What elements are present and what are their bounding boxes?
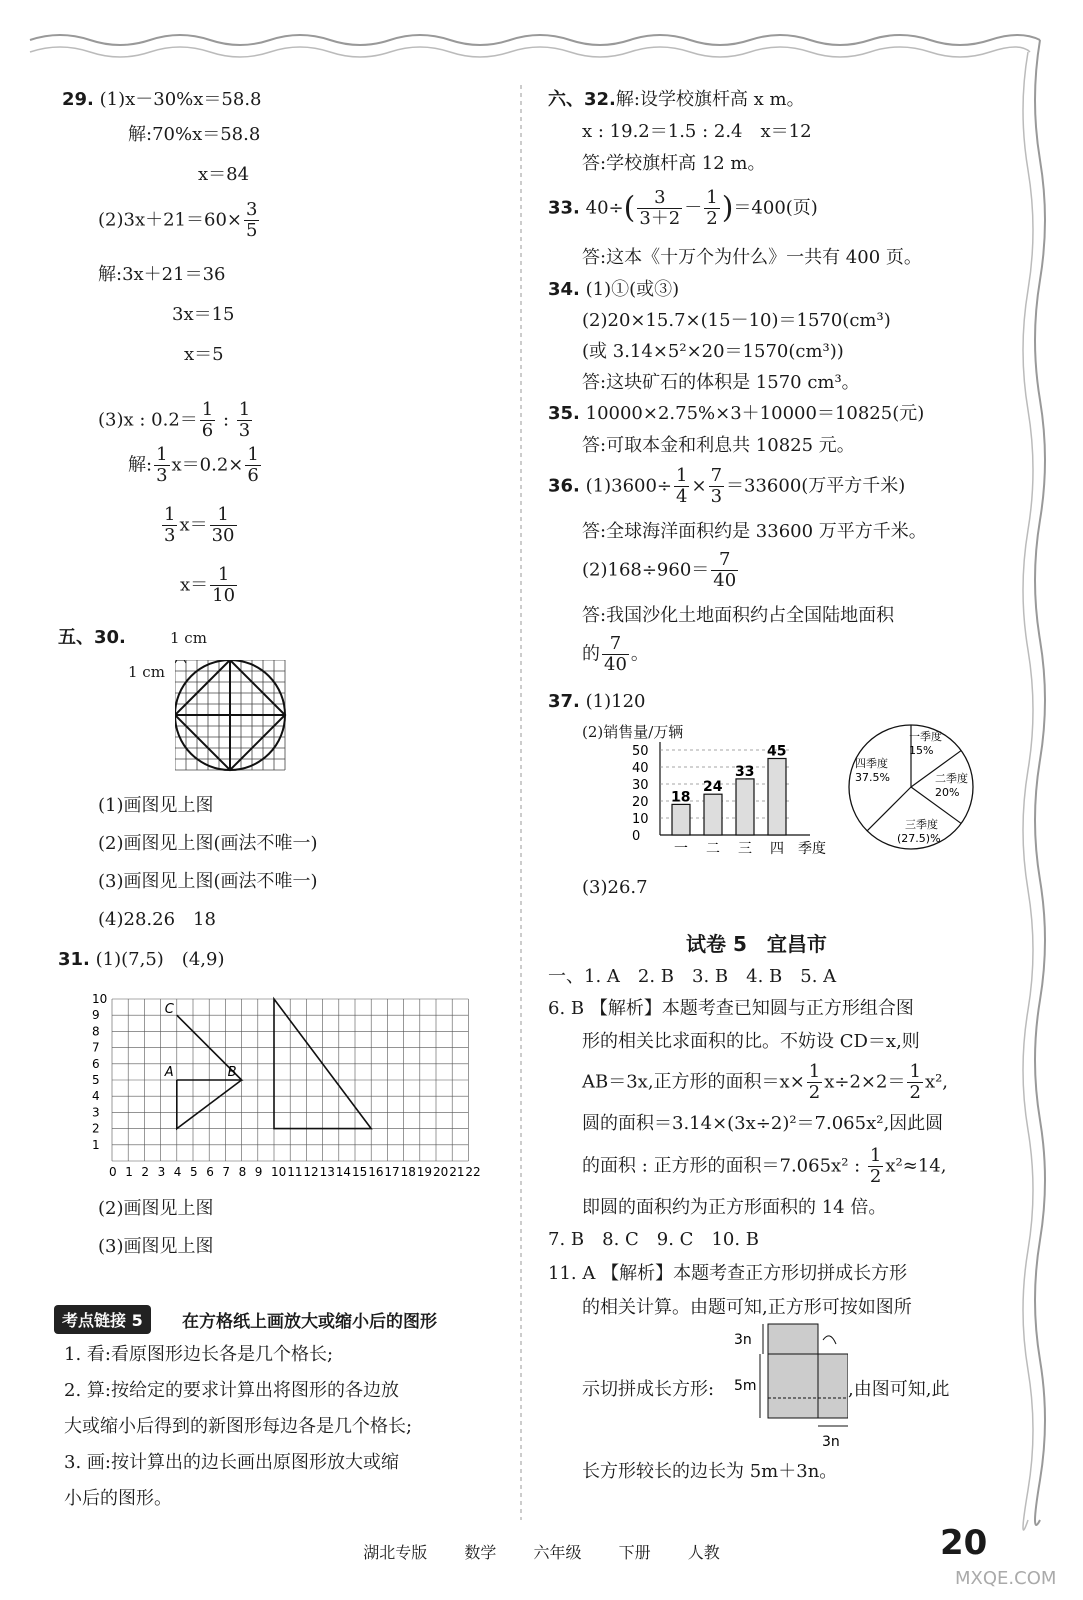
x-tick-label: 20 xyxy=(433,1165,449,1179)
q6-line: 圆的面积＝3.14×(3x÷2)²＝7.065x²,因此圆 xyxy=(582,1113,944,1134)
bar xyxy=(672,804,690,835)
bar-value-label: 33 xyxy=(735,763,755,780)
q29-number: 29. xyxy=(62,89,94,110)
x-tick-label: 0 xyxy=(109,1165,117,1179)
q29-p2-step1: 解:3x＋21＝36 xyxy=(98,264,226,285)
fraction: $\frac{1}{30}$ xyxy=(211,504,235,546)
footer-edition: 湖北专版 xyxy=(363,1543,428,1562)
fraction: $\frac{1}{2}$ xyxy=(808,1061,821,1103)
q32-line2: x : 19.2＝1.5 : 2.4 x＝12 xyxy=(582,121,812,142)
q29-p2-step2: 3x＝15 xyxy=(172,304,235,325)
fraction: $\frac{1}{2}$ xyxy=(869,1145,882,1187)
pie-slice-value: 37.5% xyxy=(855,771,890,784)
x-tick-label: 14 xyxy=(335,1165,352,1179)
q29-p1-step2: x＝84 xyxy=(198,164,250,185)
footer-grade: 六年级 xyxy=(533,1543,582,1562)
q31-number: 31. xyxy=(58,949,90,970)
y-tick-label: 0 xyxy=(632,829,641,844)
y-tick-label: 9 xyxy=(92,1008,100,1023)
pie-slice-value: 15% xyxy=(909,744,934,757)
q6-line: 6. B 【解析】本题考查已知圆与正方形组合图 xyxy=(548,998,914,1019)
q33-answer: 答:这本《十万个为什么》一共有 400 页。 xyxy=(582,247,922,268)
x-tick-label: 二 xyxy=(706,841,720,857)
q30-answer1: (1)画图见上图 xyxy=(98,795,214,816)
x-tick-label: 12 xyxy=(303,1165,319,1179)
fraction: $\frac{7}{40}$ xyxy=(713,549,737,591)
q31-answer3: (3)画图见上图 xyxy=(98,1236,214,1257)
q30-answer3: (3)画图见上图(画法不唯一) xyxy=(98,871,318,892)
answer-row2: 7. B 8. C 9. C 10. B xyxy=(548,1229,760,1250)
page-number: 20 xyxy=(940,1523,988,1563)
footer-publisher: 人教 xyxy=(687,1543,720,1562)
x-tick-label: 10 xyxy=(271,1165,287,1179)
x-tick-label: 17 xyxy=(384,1165,400,1179)
x-tick-label: 8 xyxy=(238,1165,247,1179)
fraction: $\frac{7}{3}$ xyxy=(710,465,723,507)
q30-label-left: 1 cm xyxy=(128,663,165,681)
x-tick-label: 7 xyxy=(222,1165,231,1179)
y-tick-label: 10 xyxy=(92,992,108,1006)
fraction: $\frac{1}{6}$ xyxy=(201,399,214,441)
x-tick-label: 13 xyxy=(319,1165,335,1179)
fraction: $\frac{1}{4}$ xyxy=(676,465,688,507)
y-tick-label: 1 xyxy=(92,1137,100,1152)
knowledge-link-box xyxy=(54,1305,509,1509)
q34-line4: 答:这块矿石的体积是 1570 cm³。 xyxy=(582,372,860,393)
x-tick-label: 一 xyxy=(674,841,688,857)
q30-answer4: (4)28.26 18 xyxy=(98,909,216,930)
bar-value-label: 45 xyxy=(767,743,787,760)
q29-part3: (3)x : 0.2＝ xyxy=(98,409,198,431)
y-tick-label: 2 xyxy=(92,1121,100,1136)
x-tick-label: 16 xyxy=(368,1165,384,1179)
bar-value-label: 24 xyxy=(703,779,723,796)
q29-p1-step1: 解:70%x＝58.8 xyxy=(128,124,261,145)
x-tick-label: 6 xyxy=(206,1165,214,1179)
x-tick-label: 18 xyxy=(400,1165,416,1179)
coordinate-grid-diagram xyxy=(90,985,510,1185)
y-tick-label: 20 xyxy=(632,795,649,810)
q6-line: 形的相关比求面积的比。不妨设 CD＝x,则 xyxy=(582,1031,920,1052)
y-tick-label: 7 xyxy=(92,1040,100,1055)
knowledge-line: 小后的图形。 xyxy=(64,1488,172,1509)
fraction: $\frac{7}{40}$ xyxy=(604,633,627,675)
x-tick-label: 11 xyxy=(287,1165,303,1179)
answer-row1: 一、1. A 2. B 3. B 4. B 5. A xyxy=(548,966,837,987)
bar-chart xyxy=(630,740,840,870)
footer-volume: 下册 xyxy=(618,1543,651,1562)
square-cut-diagram xyxy=(728,1318,848,1458)
q29-p2-step3: x＝5 xyxy=(184,344,224,365)
label-5m: 5m xyxy=(734,1378,757,1394)
fraction: $\frac{1}{6}$ xyxy=(247,444,259,486)
q35-number: 35. xyxy=(548,403,580,424)
q11-line: 示切拼成长方形: xyxy=(582,1379,715,1400)
x-tick-label: 5 xyxy=(190,1165,198,1179)
y-tick-label: 3 xyxy=(92,1105,100,1120)
fraction: $\frac{1}{2}$ xyxy=(706,187,718,229)
q32-line1: 解:设学校旗杆高 x m。 xyxy=(615,89,805,110)
q34-number: 34. xyxy=(548,279,580,300)
pie-slice-label: 二季度 xyxy=(935,772,968,785)
bar xyxy=(736,779,754,835)
q36-line2: 答:全球海洋面积约是 33600 万平方千米。 xyxy=(582,521,927,542)
x-tick-label: 19 xyxy=(416,1165,433,1179)
bar xyxy=(768,759,786,836)
y-tick-label: 30 xyxy=(632,778,649,793)
q32-line3: 答:学校旗杆高 12 m。 xyxy=(582,153,766,174)
q37-number: 37. xyxy=(548,691,580,712)
q31-answer2: (2)画图见上图 xyxy=(98,1198,214,1219)
q29-part1: (1)x－30%x＝58.8 xyxy=(99,89,262,110)
knowledge-title: 在方格纸上画放大或缩小后的图形 xyxy=(182,1312,437,1332)
point-a-label: A xyxy=(164,1065,174,1080)
bar-chart-ylabel: (2)销售量/万辆 xyxy=(582,723,684,741)
watermark: MXQE.COM xyxy=(955,1568,1057,1589)
q11-line: 长方形较长的边长为 5m＋3n。 xyxy=(582,1461,838,1482)
x-tick-label: 21 xyxy=(449,1165,465,1179)
fraction: $\frac{1}{2}$ xyxy=(909,1061,921,1103)
x-axis-title: 季度 xyxy=(798,841,826,857)
pie-slice-label: 四季度 xyxy=(855,757,888,770)
y-tick-label: 8 xyxy=(92,1024,100,1039)
pie-slice-value: (27.5)% xyxy=(897,832,941,845)
q30-answer2: (2)画图见上图(画法不唯一) xyxy=(98,833,318,854)
q11-line: 11. A 【解析】本题考查正方形切拼成长方形 xyxy=(548,1263,908,1284)
x-tick-label: 1 xyxy=(125,1165,133,1179)
pie-slice-value: 20% xyxy=(935,786,960,799)
q34-line2: (2)20×15.7×(15－10)＝1570(cm³) xyxy=(582,310,891,331)
label-3n-bottom: 3n xyxy=(822,1434,840,1450)
x-tick-label: 22 xyxy=(465,1165,481,1179)
point-c-label: C xyxy=(164,1002,174,1018)
fraction: $\frac{1}{3}$ xyxy=(156,444,168,486)
q11-line: ,由图可知,此 xyxy=(848,1379,950,1400)
pie-slice-label: 三季度 xyxy=(905,818,938,831)
q30-number: 五、30. xyxy=(58,627,126,648)
knowledge-badge: 考点链接 5 xyxy=(54,1305,151,1334)
point-b-label: B xyxy=(227,1065,237,1080)
x-tick-label: 2 xyxy=(141,1165,150,1179)
y-tick-label: 5 xyxy=(92,1073,100,1087)
bar xyxy=(704,794,722,835)
circle-square-diagram xyxy=(175,660,295,780)
y-tick-label: 10 xyxy=(632,812,649,827)
q29-part2: (2)3x＋21＝60× xyxy=(98,209,242,231)
fraction: $\frac{1}{3}$ xyxy=(238,399,251,441)
fraction: $\frac{3}{5}$ xyxy=(246,199,258,241)
x-tick-label: 15 xyxy=(352,1165,368,1179)
q11-line: 的相关计算。由题可知,正方形可按如图所 xyxy=(582,1297,912,1318)
x-tick-label: 3 xyxy=(157,1165,166,1179)
knowledge-line: 大或缩小后得到的新图形每边各是几个格长; xyxy=(64,1416,413,1437)
pie-slice-label: 一季度 xyxy=(909,730,942,743)
fraction: $\frac{1}{3}$ xyxy=(164,504,176,546)
section-title: 试卷 5 宜昌市 xyxy=(686,932,827,956)
x-tick-label: 四 xyxy=(770,841,784,857)
footer xyxy=(0,1540,1083,1563)
q36-line4: 答:我国沙化土地面积约占全国陆地面积 xyxy=(582,605,895,626)
knowledge-line: 3. 画:按计算出的边长画出原图形放大或缩 xyxy=(64,1452,399,1473)
q32-number: 六、32. xyxy=(548,89,616,110)
q31-answer1: (1)(7,5) (4,9) xyxy=(95,949,225,970)
q34-line3: (或 3.14×5²×20＝1570(cm³)) xyxy=(582,341,844,362)
footer-subject: 数学 xyxy=(464,1543,497,1562)
knowledge-line: 2. 算:按给定的要求计算出将图形的各边放 xyxy=(64,1380,399,1401)
fraction: $\frac{1}{10}$ xyxy=(212,564,236,606)
x-tick-label: 三 xyxy=(738,841,752,857)
y-tick-label: 50 xyxy=(632,744,649,759)
fraction: $\frac{3}{3+2}$ xyxy=(639,187,681,229)
y-tick-label: 4 xyxy=(92,1089,100,1104)
q6-line: 即圆的面积约为正方形面积的 14 倍。 xyxy=(582,1197,887,1218)
x-tick-label: 9 xyxy=(254,1165,263,1179)
q36-number: 36. xyxy=(548,475,580,497)
x-tick-label: 4 xyxy=(173,1165,182,1179)
knowledge-line: 1. 看:看原图形边长各是几个格长; xyxy=(64,1344,334,1365)
q35-line2: 答:可取本金和利息共 10825 元。 xyxy=(582,435,855,456)
bar-value-label: 18 xyxy=(671,789,691,806)
pie-chart xyxy=(845,722,980,852)
q30-label-top: 1 cm xyxy=(170,629,207,647)
y-tick-label: 6 xyxy=(92,1056,100,1071)
q37-line3: (3)26.7 xyxy=(582,877,648,898)
label-3n-top: 3n xyxy=(734,1332,752,1348)
y-tick-label: 40 xyxy=(632,761,649,776)
q33-number: 33. xyxy=(548,197,580,219)
